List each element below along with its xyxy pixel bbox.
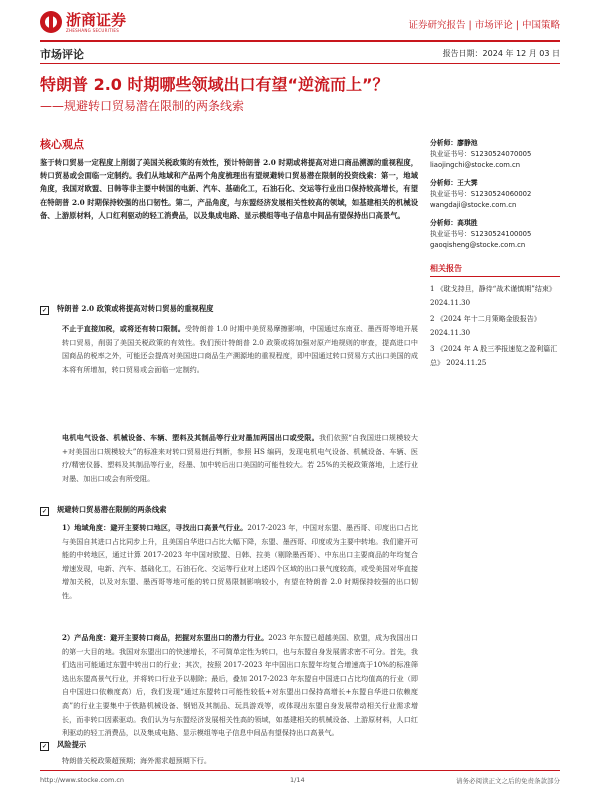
footer-disclaimer: 请务必阅读正文之后的免责条款部分 <box>456 777 560 785</box>
logo-subtext: ZHESHANG SECURITIES <box>66 27 120 33</box>
analyst-cert: 执业证书号：S1230524100005 <box>430 230 532 238</box>
company-logo <box>40 10 180 34</box>
analyst-email[interactable]: gaoqisheng@stocke.com.cn <box>430 241 526 249</box>
paragraph-3-lead: 1）地域角度：避开主要转口地区，寻找出口高景气行业。 <box>62 523 248 532</box>
analyst-email[interactable]: liaojingchi@stocke.com.cn <box>430 161 521 169</box>
page-title: 特朗普 2.0 时期哪些领域出口有望“逆流而上”？ <box>40 75 389 94</box>
header-divider <box>40 40 560 42</box>
risk-heading <box>40 740 418 751</box>
section-divider <box>40 63 560 64</box>
section-label: 市场评论 <box>40 48 84 61</box>
bullet-heading-1 <box>40 304 418 315</box>
paragraph-3-body: 2017-2023 年，中国对东盟、墨西哥、印度出口占比与美国自其进口占比同步上升，且美国自华进口占比大幅下降，东盟、墨西哥、印度或为主要中转地。我们避开可能的中转地区，通过计算 2017-2023 年中国对欧盟、日韩、拉美（剔除墨西哥）、中东出口主要商品的年均复合增速发现，电新、汽车、基础化工，石油石化、交运等行业对上述四个区域的出口景气度较高，或受美国对华直接增加关税，以及对东盟、墨西哥等地可能的转口贸易限制影响较小，有望在特朗普 2.0 时期保持较强的出口韧性。 <box>62 523 418 600</box>
paragraph-1 <box>62 322 418 376</box>
related-divider <box>430 276 560 277</box>
paragraph-1-lead: 不止于直接加税，或将还有转口限制。 <box>62 324 185 333</box>
analyst-card <box>430 178 560 211</box>
paragraph-4-lead: 2）产品角度：避开主要转口商品，把握对东盟出口的潜力行业。 <box>62 633 269 642</box>
related-report-item[interactable]: 3 《2024 年 A 股三季报速览之盈利篇汇总》 2024.11.25 <box>430 345 558 367</box>
analyst-card <box>430 138 560 171</box>
report-date: 报告日期：2024 年 12 月 03 日 <box>442 49 560 58</box>
paragraph-2 <box>62 431 418 485</box>
analyst-name: 分析师：高琪胜 <box>430 219 478 227</box>
report-category: 证券研究报告 | 市场评论 | 中国策略 <box>408 20 560 31</box>
bullet-heading-1-text: 特朗普 2.0 政策或将提高对转口贸易的重视程度 <box>57 304 214 313</box>
analyst-name: 分析师：廖静池 <box>430 139 478 147</box>
bullet-heading-2 <box>40 505 418 516</box>
analyst-name: 分析师：王大霁 <box>430 179 478 187</box>
analyst-cert: 执业证书号：S1230524060002 <box>430 190 532 198</box>
paragraph-1-body: 受特朗普 1.0 时期中美贸易摩擦影响，中国通过东南亚、墨西哥等地开展转口贸易，削弱了美国关税政策的有效性。我们预计特朗普 2.0 政策或将加强对原产地规则的审查，提高进口中国商品的税率之外，可能还会提高对美国进口商品生产溯源地的重视程度，即中国通过转口贸易方式出口美国的成本将有所增加，转口贸易或会面临一定制约。 <box>62 324 418 374</box>
related-report-item[interactable]: 1 《耽戈持旦，静待“战术谨慎期”结束》 2024.11.30 <box>430 285 556 307</box>
page-subtitle: ——规避转口贸易潜在限制的两条线索 <box>40 99 245 113</box>
logo-text: 浙商证券 <box>66 10 127 29</box>
analyst-card <box>430 218 560 251</box>
paragraph-2-lead: 电机电气设备、机械设备、车辆、塑料及其制品等行业对墨加两国出口或受限。 <box>62 433 319 442</box>
paragraph-3 <box>62 521 418 603</box>
paragraph-4 <box>62 631 418 740</box>
risk-text: 特朗普关税政策超预期；海外需求超预期下行。 <box>62 756 211 765</box>
checkbox-icon: ✓ <box>41 307 48 314</box>
paragraph-4-body: 2023 年东盟已超越美国、欧盟，成为我国出口的第一大目的地。我国对东盟出口的快速增长，不可简单定性为转口，也与东盟自身发展需求密不可分。首先，我们选出可能通过东盟中转出口的行业；其次，按照 2017-2023 年中国出口东盟年均复合增速高于10%的标准筛选出东盟高景气行业，并将转口行业予以剔除；最后，叠加 2017-2023 年东盟自中国进口占比均值高的行业（即自中国进口依赖度高）后，我们发现“通过东盟转口可能性较低+对东盟出口保持高增长+东盟自华进口依赖度高”的行业主要集中于铁路机械设备、钢铝及其制品、玩具游戏等，或体现出东盟自身发展带动相关行业需求增长，而非转口因素驱动。我们认为与东盟经济发展相关性高的领域，如基建相关的机械设备、上游原材料，人口红利驱动的轻工消费品，以及集成电路、显示模组等电子信息中间品有望保持出口高景气。 <box>62 633 418 738</box>
logo-icon <box>40 11 62 33</box>
paragraph-2-body: 我们依照“自我国进口规模较大+对美国出口规模较大”的标准来对转口贸易进行判断，参照 HS 编码，发现电机电气设备、机械设备、车辆、医疗/精密仪器、塑料及其制品等行业，经墨、加中转后出口美国的可能性较大。若 25%的关税政策落地，上述行业对墨、加出口或会有所受阻。 <box>62 433 418 483</box>
bullet-heading-2-text: 规避转口贸易潜在限制的两条线索 <box>57 505 167 514</box>
footer-url[interactable]: http://www.stocke.com.cn <box>40 776 125 784</box>
related-heading: 相关报告 <box>430 264 462 273</box>
related-report-item[interactable]: 2 《2024 年十二月策略金股报告》 2024.11.30 <box>430 315 541 337</box>
checkbox-icon: ✓ <box>41 743 48 750</box>
lead-paragraph: 鉴于转口贸易一定程度上削弱了美国关税政策的有效性，预计特朗普 2.0 时期或将提高对进口商品溯源的重视程度，转口贸易或会面临一定制约。我们从地域和产品两个角度梳理出有望规避转口贸易潜在限制的投资线索：第一，地域角度，我国对欧盟、日韩等非主要中转国的电新、汽车、基础化工，石油石化、交运等行业出口保持较高增长，有望在特朗普 2.0 时期保持较强的出口韧性。第二，产品角度，与东盟经济发展相关性较高的领域，如基建相关的机械设备、上游原材料，人口红利驱动的轻工消费品，以及集成电路、显示模组等电子信息中间品有望保持出口高景气。 <box>40 158 418 220</box>
footer-divider <box>40 770 560 771</box>
risk-heading-text: 风险提示 <box>57 740 87 749</box>
checkbox-icon: ✓ <box>41 508 48 515</box>
analyst-cert: 执业证书号：S1230524070005 <box>430 150 532 158</box>
core-heading: 核心观点 <box>40 138 84 151</box>
page-number: 1/14 <box>290 776 305 784</box>
analyst-email[interactable]: wangdaji@stocke.com.cn <box>430 201 517 209</box>
